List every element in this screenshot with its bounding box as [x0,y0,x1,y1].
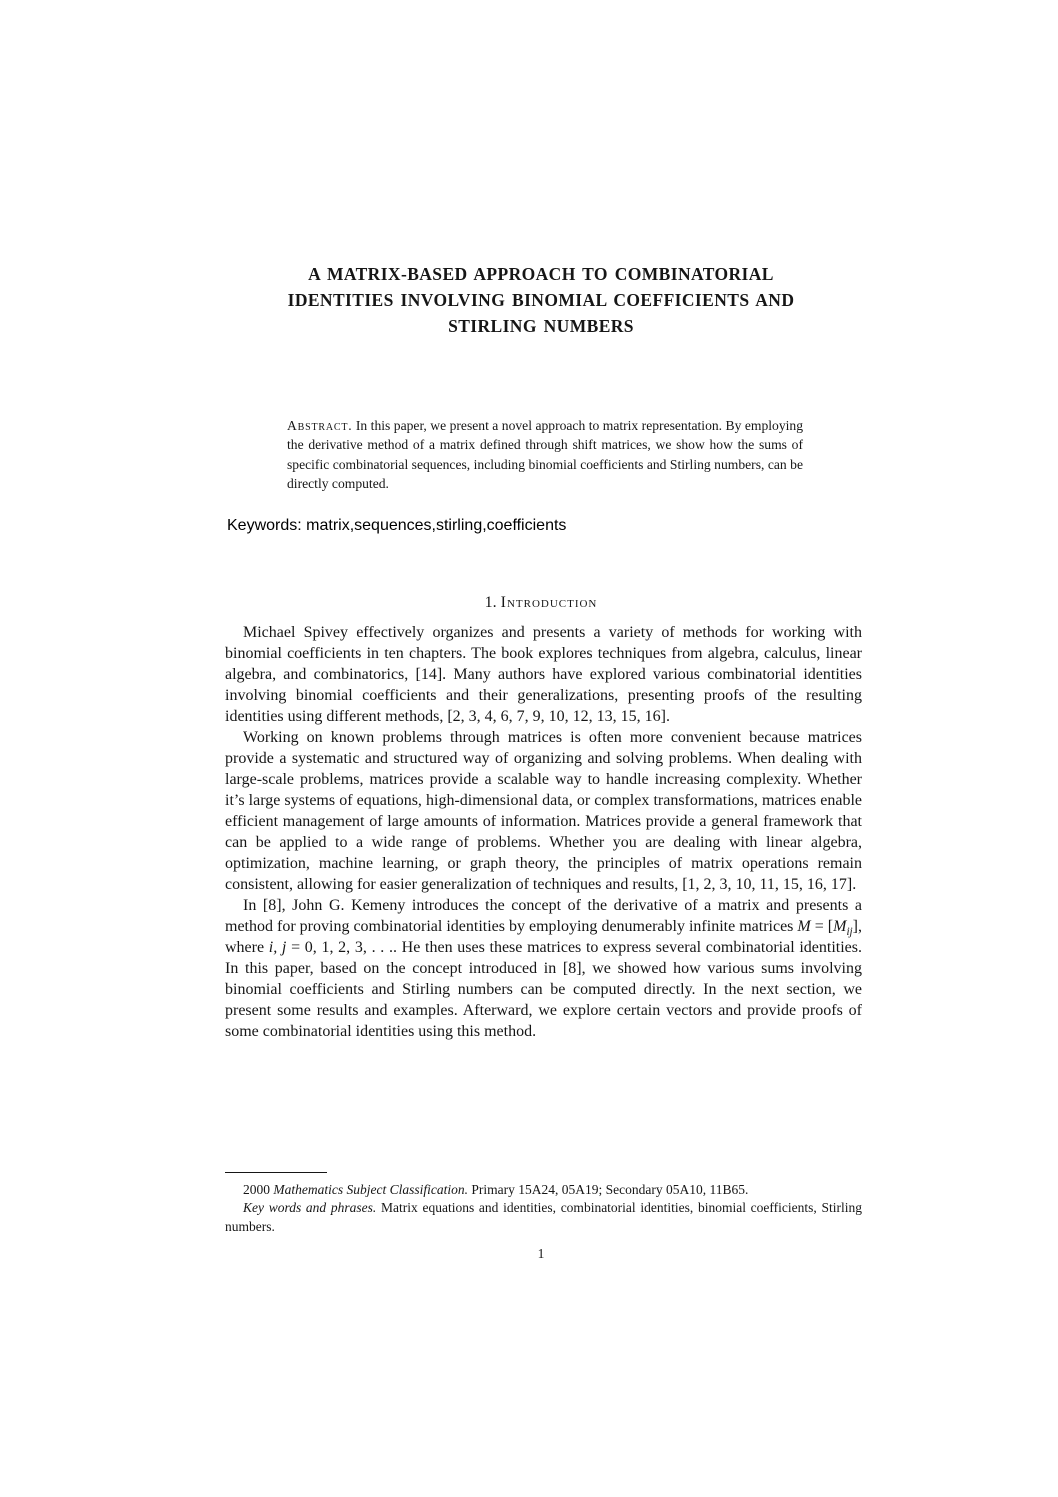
section-title: Introduction [500,594,598,611]
paragraph-1: Michael Spivey effectively organizes and presents a variety of methods for working with binomial coefficients in ten chapters. The book explores techniques from algebra, calculus, linear algebra, and combinatorics, [14]. Many authors have explored various combinatorial identities involving binomial coefficients and their generalizations, presenting proofs of the resulting identities using different methods, [2, 3, 4, 6, 7, 9, 10, 12, 13, 15, 16]. [225,624,862,725]
footnote-keyphrases-text: Matrix equations and identities, combinatorial identities, binomial coefficients, Stirling numbers. [225,1200,862,1234]
abstract-text: In this paper, we present a novel approach to matrix representation. By employing the derivative method of a matrix defined through shift matrices, we show how the sums of specific combinatorial sequences, including binomial coefficients and Stirling numbers, can be directly computed. [287,418,804,492]
title-line-2: IDENTITIES INVOLVING BINOMIAL COEFFICIENTS AND [287,290,795,310]
math-matrix-entry-M: M [833,918,847,935]
page-number: 1 [537,1246,545,1261]
paragraph-3-text-a: In [8], John G. Kemeny introduces the concept of the derivative of a matrix and presents a method for proving combinatorial identities by employing denumerably infinite matrices [225,897,862,935]
title-line-1: A MATRIX-BASED APPROACH TO COMBINATORIAL [308,264,774,284]
footnote-keyphrases-label: Key words and phrases. [243,1200,377,1216]
math-subscript-ij: ij [846,926,853,939]
paragraph-3 [225,895,862,1042]
math-indices-ij: i, j [268,939,287,956]
math-close-bracket: ], where [225,918,862,956]
footnote-block [225,1172,862,1236]
footnote-year: 2000 [243,1182,274,1197]
math-equals-bracket: = [ [810,918,834,935]
footnote-classification-label: Mathematics Subject Classification. [273,1182,468,1197]
footnote-classification [225,1181,862,1199]
math-matrix-M: M [797,918,811,935]
section-number: 1. [484,594,497,611]
title-line-3: STIRLING NUMBERS [448,316,634,336]
introduction-body [225,622,862,1042]
paragraph-2: Working on known problems through matrices is often more convenient because matrices provide a systematic and structured way of organizing and solving problems. When dealing with large-scale problems, matrices provide a scalable way to handle increasing complexity. Whether it’s large systems of equations, high-dimensional data, or complex transformations, matrices enable efficient management of large amounts of information. Matrices provide a general framework that can be applied to a wide range of problems. Whether you are dealing with linear algebra, optimization, machine learning, or graph theory, the principles of matrix operations remain consistent, allowing for easier generalization of techniques and results, [1, 2, 3, 10, 11, 15, 16, 17]. [225,729,862,893]
paper-title [211,261,871,339]
abstract-block [287,416,803,494]
footnote-classification-codes: Primary 15A24, 05A19; Secondary 05A10, 11B65. [467,1182,749,1197]
footnote-keyphrases [225,1199,862,1236]
abstract-label: Abstract. [287,418,353,433]
footnote-rule [225,1172,327,1173]
paragraph-3-text-b: He then uses these matrices to express several combinatorial identities. In this paper, based on the concept introduced in [8], we showed how various sums involving binomial coefficients and Stirling numbers can be computed directly. In the next section, we present some results and examples. Afterward, we explore certain vectors and provide proofs of some combinatorial identities using this method. [225,939,862,1040]
section-heading [211,592,871,613]
keywords-line: Keywords: matrix,sequences,stirling,coefficients [227,517,567,534]
math-index-values: = 0, 1, 2, 3, . . .. [286,939,397,956]
